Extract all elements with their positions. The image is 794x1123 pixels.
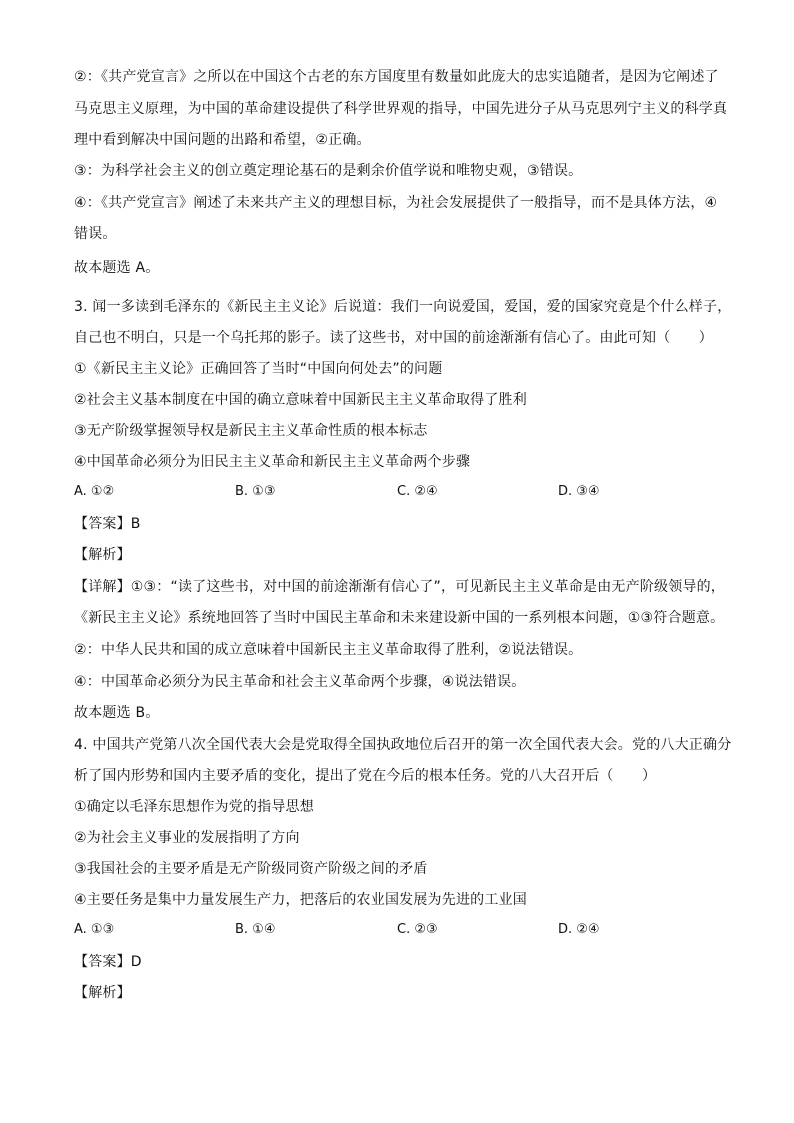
question-3-item-4: ④中国革命必须分为旧民主主义革命和新民主主义革命两个步骤 bbox=[74, 454, 471, 470]
question-4-option-a: A. ①③ bbox=[74, 922, 115, 937]
question-4-stem-line-1: 4. 中国共产党第八次全国代表大会是党取得全国执政地位后召开的第一次全国代表大会。党的八大正确分 bbox=[74, 737, 732, 753]
question-3-item-3: ③无产阶级掌握领导权是新民主主义革命性质的根本标志 bbox=[74, 423, 428, 439]
question-3-detail-point-4: ④：中国革命必须分为民主革命和社会主义革命两个步骤，④说法错误。 bbox=[74, 674, 526, 690]
question-3-option-b: B. ①③ bbox=[235, 484, 276, 499]
question-4-item-2: ②为社会主义事业的发展指明了方向 bbox=[74, 830, 300, 846]
question-4-stem-line-2: 析了国内形势和国内主要矛盾的变化，提出了党在今后的根本任务。党的八大召开后（ ） bbox=[74, 768, 657, 784]
question-3-option-d: D. ③④ bbox=[558, 484, 600, 499]
question-4-option-d: D. ②④ bbox=[558, 922, 600, 937]
question-3-analysis-heading: 【解析】 bbox=[74, 547, 131, 563]
question-4-item-3: ③我国社会的主要矛盾是无产阶级同资产阶级之间的矛盾 bbox=[74, 861, 428, 877]
question-4-item-4: ④主要任务是集中力量发展生产力，把落后的农业国发展为先进的工业国 bbox=[74, 892, 527, 908]
analysis-point-2-line-2: 马克思主义原理，为中国的革命建设提供了科学世界观的指导，中国先进分子从马克思列宁主义的科学真 bbox=[74, 101, 728, 117]
question-3-detail-point-2: ②：中华人民共和国的成立意味着中国新民主主义革命取得了胜利，②说法错误。 bbox=[74, 642, 583, 658]
question-3-item-2: ②社会主义基本制度在中国的确立意味着中国新民主主义革命取得了胜利 bbox=[74, 392, 527, 408]
question-3-option-c: C. ②④ bbox=[397, 484, 438, 499]
question-4-answer: 【答案】D bbox=[74, 954, 142, 970]
analysis-point-3: ③：为科学社会主义的创立奠定理论基石的是剩余价值学说和唯物史观，③错误。 bbox=[74, 163, 583, 179]
question-3-answer: 【答案】B bbox=[74, 516, 141, 532]
question-4-option-b: B. ①④ bbox=[235, 922, 276, 937]
analysis-point-2-line-1: ②：《共产党宣言》之所以在中国这个古老的东方国度里有数量如此庞大的忠实追随者，是因为它阐述了 bbox=[74, 69, 719, 85]
analysis-point-4-line-1: ④：《共产党宣言》阐述了未来共产主义的理想目标，为社会发展提供了一般指导，而不是具体方法，④ bbox=[74, 195, 718, 211]
question-4-option-c: C. ②③ bbox=[397, 922, 438, 937]
previous-conclusion: 故本题选 A。 bbox=[74, 260, 160, 276]
question-3-stem-line-1: 3. 闻一多读到毛泽东的《新民主主义论》后说道：我们一向说爱国，爱国，爱的国家究竟是个什么样子， bbox=[74, 299, 732, 315]
question-3-conclusion: 故本题选 B。 bbox=[74, 705, 160, 721]
question-3-item-1: ①《新民主主义论》正确回答了当时“中国向何处去”的问题 bbox=[74, 361, 443, 377]
question-4-item-1: ①确定以毛泽东思想作为党的指导思想 bbox=[74, 799, 314, 815]
question-4-analysis-heading: 【解析】 bbox=[74, 985, 131, 1001]
question-3-option-a: A. ①② bbox=[74, 484, 115, 499]
question-3-detail-line-1: 【详解】①③：“读了这些书，对中国的前途渐渐有信心了”，可见新民主主义革命是由无产阶级领导的， bbox=[74, 579, 726, 595]
analysis-point-4-line-2: 错误。 bbox=[74, 226, 117, 242]
question-3-detail-line-2: 《新民主主义论》系统地回答了当时中国民主革命和未来建设新中国的一系列根本问题，①③符合题意。 bbox=[74, 610, 725, 626]
analysis-point-2-line-3: 理中看到解决中国问题的出路和希望，②正确。 bbox=[74, 132, 371, 148]
question-3-stem-line-2: 自己也不明白，只是一个乌托邦的影子。读了这些书，对中国的前途渐渐有信心了。由此可知（ ） bbox=[74, 330, 713, 346]
